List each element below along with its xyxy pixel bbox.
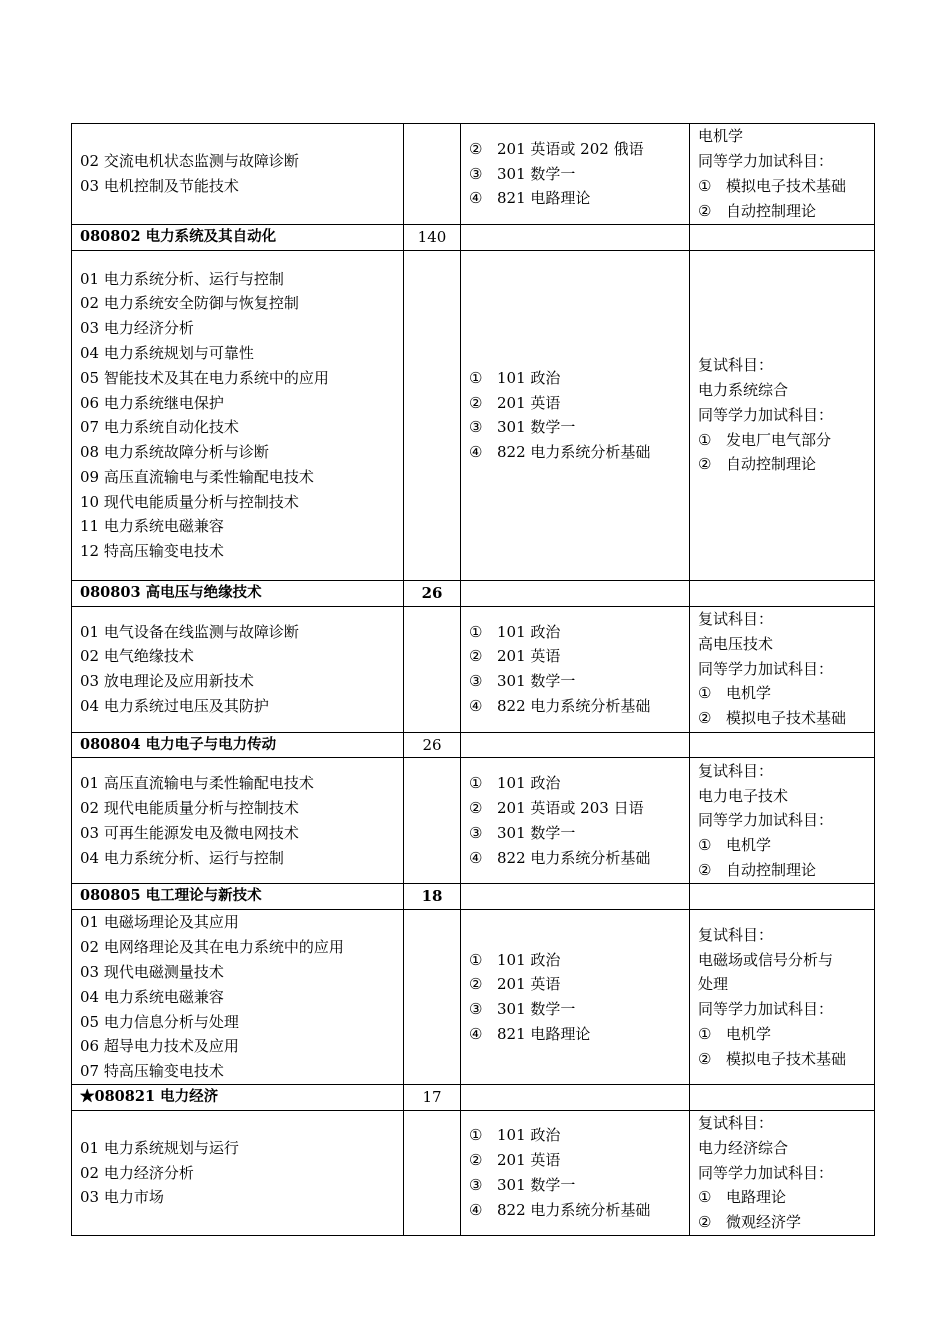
circled-number: ①: [698, 177, 712, 195]
circled-number: ②: [469, 799, 483, 818]
circled-number: ②: [469, 647, 483, 666]
exam-item: [469, 186, 681, 211]
circled-number: ①: [698, 836, 712, 855]
research-directions: [72, 758, 404, 884]
retest-item: [698, 681, 866, 706]
empty-cell: [404, 606, 461, 732]
retest-item: [698, 174, 866, 199]
exam-item: [469, 1173, 681, 1198]
empty-cell: [461, 225, 690, 251]
retest-line: 同等学力加试科目：: [698, 152, 834, 171]
circled-number: ④: [469, 189, 483, 208]
direction-item: 04 电力系统规划与可靠性: [80, 343, 254, 362]
exam-subject: 201 英语: [497, 975, 561, 994]
empty-cell: [461, 732, 690, 758]
exam-subject: 201 英语: [497, 647, 561, 666]
exam-subjects: [461, 1110, 690, 1235]
retest-subject: 模拟电子技术基础: [726, 1049, 847, 1068]
circled-number: ③: [469, 1175, 483, 1194]
circled-number: ③: [469, 672, 483, 691]
empty-cell: [690, 884, 875, 910]
research-directions: [72, 250, 404, 580]
retest-item: [698, 706, 866, 731]
direction-item: 01 电气设备在线监测与故障诊断: [80, 622, 299, 641]
empty-cell: [404, 1110, 461, 1235]
retest-line: 同等学力加试科目：: [698, 659, 834, 678]
exam-item: [469, 440, 681, 465]
retest-subject: 电机学: [726, 836, 772, 855]
exam-item: [469, 366, 681, 391]
exam-subject: 822 电力系统分析基础: [497, 848, 651, 867]
retest-line: 复试科目：: [698, 761, 774, 780]
circled-number: ③: [469, 1000, 483, 1019]
direction-item: 11 电力系统电磁兼容: [80, 517, 224, 536]
direction-item: 04 电力系统电磁兼容: [80, 987, 224, 1006]
circled-number: ①: [469, 950, 483, 969]
retest-item: [698, 1185, 866, 1210]
direction-item: 03 电力市场: [80, 1188, 164, 1207]
retest-subject: 自动控制理论: [726, 455, 817, 474]
circled-number: ④: [469, 1200, 483, 1219]
retest-subjects: [690, 606, 875, 732]
empty-cell: [461, 1085, 690, 1111]
retest-item: [698, 1210, 866, 1235]
circled-number: ④: [469, 1024, 483, 1043]
exam-item: [469, 1022, 681, 1047]
exam-subject: 821 电路理论: [497, 1024, 591, 1043]
table-body: [72, 124, 875, 1236]
retest-item: [698, 452, 866, 477]
exam-item: [469, 137, 681, 162]
enrollment-quota: 26: [404, 732, 461, 758]
direction-item: 02 交流电机状态监测与故障诊断: [80, 152, 299, 171]
exam-subject: 822 电力系统分析基础: [497, 1200, 651, 1219]
exam-item: [469, 948, 681, 973]
retest-line: 电磁场或信号分析与: [698, 950, 834, 969]
direction-item: 05 智能技术及其在电力系统中的应用: [80, 368, 329, 387]
exam-subject: 301 数学一: [497, 823, 576, 842]
direction-item: 06 电力系统继电保护: [80, 393, 224, 412]
circled-number: ④: [469, 696, 483, 715]
retest-subject: 自动控制理论: [726, 861, 817, 880]
retest-subject: 电机学: [726, 1024, 772, 1043]
exam-item: [469, 771, 681, 796]
direction-item: 07 特高压输变电技术: [80, 1062, 224, 1081]
research-directions: [72, 606, 404, 732]
major-detail-row: [72, 758, 875, 884]
major-name: 080803 高电压与绝缘技术: [72, 580, 404, 606]
major-detail-row: [72, 1110, 875, 1235]
direction-item: 02 电气绝缘技术: [80, 647, 194, 666]
exam-subject: 101 政治: [497, 622, 561, 641]
exam-item: [469, 846, 681, 871]
retest-line: 同等学力加试科目：: [698, 405, 834, 424]
retest-line: 电力电子技术: [698, 786, 789, 805]
retest-line: 复试科目：: [698, 1113, 774, 1132]
circled-number: ④: [469, 848, 483, 867]
exam-subject: 101 政治: [497, 368, 561, 387]
direction-item: 04 电力系统过电压及其防护: [80, 696, 269, 715]
retest-subjects: [690, 758, 875, 884]
major-detail-row: [72, 910, 875, 1085]
direction-item: 01 电磁场理论及其应用: [80, 913, 239, 932]
retest-subject: 微观经济学: [726, 1213, 802, 1232]
empty-cell: [404, 250, 461, 580]
empty-cell: [690, 580, 875, 606]
major-name: 080802 电力系统及其自动化: [72, 225, 404, 251]
circled-number: ①: [469, 1126, 483, 1145]
circled-number: ①: [469, 368, 483, 387]
retest-item: [698, 833, 866, 858]
circled-number: ②: [698, 861, 712, 880]
direction-item: 03 放电理论及应用新技术: [80, 672, 254, 691]
retest-line: 电力经济综合: [698, 1138, 789, 1157]
major-name: 080805 电工理论与新技术: [72, 884, 404, 910]
direction-item: 05 电力信息分析与处理: [80, 1012, 239, 1031]
research-directions: [72, 124, 404, 225]
retest-subject: 自动控制理论: [726, 201, 817, 220]
circled-number: ②: [469, 975, 483, 994]
exam-subjects: [461, 910, 690, 1085]
major-detail-row: [72, 124, 875, 225]
direction-item: 12 特高压输变电技术: [80, 542, 224, 561]
direction-item: 07 电力系统自动化技术: [80, 418, 239, 437]
circled-number: ②: [698, 1049, 712, 1068]
retest-subjects: [690, 1110, 875, 1235]
circled-number: ②: [469, 139, 483, 158]
exam-item: [469, 669, 681, 694]
exam-subject: 101 政治: [497, 950, 561, 969]
retest-item: [698, 858, 866, 883]
empty-cell: [690, 1085, 875, 1111]
retest-item: [698, 1047, 866, 1072]
exam-item: [469, 415, 681, 440]
retest-line: 同等学力加试科目：: [698, 1163, 834, 1182]
exam-subject: 101 政治: [497, 774, 561, 793]
exam-subject: 201 英语或 202 俄语: [497, 139, 644, 158]
exam-subjects: [461, 606, 690, 732]
direction-item: 02 电力系统安全防御与恢复控制: [80, 294, 299, 313]
circled-number: ①: [698, 1188, 712, 1207]
empty-cell: [690, 225, 875, 251]
retest-line: 复试科目：: [698, 925, 774, 944]
exam-subjects: [461, 124, 690, 225]
direction-item: 02 电力经济分析: [80, 1163, 194, 1182]
exam-item: [469, 1148, 681, 1173]
enrollment-quota: 26: [404, 580, 461, 606]
exam-item: [469, 1123, 681, 1148]
research-directions: [72, 1110, 404, 1235]
circled-number: ②: [698, 201, 712, 220]
major-detail-row: [72, 606, 875, 732]
exam-item: [469, 796, 681, 821]
exam-subject: 821 电路理论: [497, 189, 591, 208]
exam-subject: 301 数学一: [497, 418, 576, 437]
exam-item: [469, 1198, 681, 1223]
exam-subject: 822 电力系统分析基础: [497, 443, 651, 462]
major-name: 080804 电力电子与电力传动: [72, 732, 404, 758]
exam-subjects: [461, 758, 690, 884]
direction-item: 03 电力经济分析: [80, 319, 194, 338]
exam-item: [469, 821, 681, 846]
direction-item: 02 现代电能质量分析与控制技术: [80, 799, 299, 818]
circled-number: ③: [469, 164, 483, 183]
retest-subjects: [690, 910, 875, 1085]
enrollment-quota: 18: [404, 884, 461, 910]
retest-line: 电机学: [698, 127, 744, 146]
circled-number: ②: [698, 455, 712, 474]
exam-subject: 301 数学一: [497, 1175, 576, 1194]
empty-cell: [461, 884, 690, 910]
retest-subjects: [690, 124, 875, 225]
circled-number: ①: [698, 684, 712, 703]
major-header-row: [72, 580, 875, 606]
major-header-row: [72, 884, 875, 910]
circled-number: ①: [469, 774, 483, 793]
exam-subject: 301 数学一: [497, 1000, 576, 1019]
direction-item: 03 电机控制及节能技术: [80, 177, 239, 195]
circled-number: ①: [698, 430, 712, 449]
enrollment-quota: 140: [404, 225, 461, 251]
empty-cell: [461, 580, 690, 606]
exam-item: [469, 972, 681, 997]
direction-item: 02 电网络理论及其在电力系统中的应用: [80, 938, 344, 957]
retest-line: 复试科目：: [698, 610, 774, 629]
direction-item: 06 超导电力技术及应用: [80, 1037, 239, 1056]
exam-item: [469, 997, 681, 1022]
circled-number: ②: [469, 393, 483, 412]
retest-line: 同等学力加试科目：: [698, 811, 834, 830]
direction-item: 10 现代电能质量分析与控制技术: [80, 492, 299, 511]
major-header-row: [72, 1085, 875, 1111]
exam-subject: 201 英语: [497, 1151, 561, 1170]
direction-item: 08 电力系统故障分析与诊断: [80, 443, 269, 462]
circled-number: ②: [698, 1213, 712, 1232]
direction-item: 01 高压直流输电与柔性输配电技术: [80, 774, 314, 793]
exam-subject: 301 数学一: [497, 164, 576, 183]
retest-line: 处理: [698, 975, 729, 994]
direction-item: 03 现代电磁测量技术: [80, 962, 224, 981]
enrollment-quota: 17: [404, 1085, 461, 1111]
circled-number: ②: [469, 1151, 483, 1170]
exam-subject: 822 电力系统分析基础: [497, 696, 651, 715]
retest-line: 复试科目：: [698, 356, 774, 375]
circled-number: ①: [698, 1024, 712, 1043]
major-name: ★080821 电力经济: [72, 1085, 404, 1111]
retest-subject: 电机学: [726, 684, 772, 703]
exam-item: [469, 391, 681, 416]
admissions-table: [71, 123, 875, 1236]
exam-subject: 101 政治: [497, 1126, 561, 1145]
exam-subject: 301 数学一: [497, 672, 576, 691]
exam-item: [469, 644, 681, 669]
retest-subject: 发电厂电气部分: [726, 430, 832, 449]
retest-line: 高电压技术: [698, 634, 774, 653]
retest-subject: 模拟电子技术基础: [726, 709, 847, 728]
retest-item: [698, 1022, 866, 1047]
empty-cell: [690, 732, 875, 758]
major-header-row: [72, 732, 875, 758]
major-detail-row: [72, 250, 875, 580]
major-header-row: [72, 225, 875, 251]
research-directions: [72, 910, 404, 1085]
direction-item: 01 电力系统分析、运行与控制: [80, 269, 284, 288]
circled-number: ①: [469, 622, 483, 641]
circled-number: ④: [469, 443, 483, 462]
exam-subjects: [461, 250, 690, 580]
direction-item: 01 电力系统规划与运行: [80, 1138, 239, 1157]
circled-number: ③: [469, 418, 483, 437]
retest-item: [698, 199, 866, 224]
retest-subject: 电路理论: [726, 1188, 787, 1207]
retest-subjects: [690, 250, 875, 580]
direction-item: 03 可再生能源发电及微电网技术: [80, 823, 299, 842]
exam-item: [469, 694, 681, 719]
retest-line: 电力系统综合: [698, 381, 789, 400]
direction-item: 04 电力系统分析、运行与控制: [80, 848, 284, 867]
circled-number: ③: [469, 823, 483, 842]
empty-cell: [404, 758, 461, 884]
exam-subject: 201 英语或 203 日语: [497, 799, 644, 818]
retest-line: 同等学力加试科目：: [698, 1000, 834, 1019]
exam-item: [469, 620, 681, 645]
direction-item: 09 高压直流输电与柔性输配电技术: [80, 467, 314, 486]
empty-cell: [404, 124, 461, 225]
exam-item: [469, 162, 681, 187]
empty-cell: [404, 910, 461, 1085]
retest-subject: 模拟电子技术基础: [726, 177, 847, 195]
circled-number: ②: [698, 709, 712, 728]
retest-item: [698, 428, 866, 453]
exam-subject: 201 英语: [497, 393, 561, 412]
